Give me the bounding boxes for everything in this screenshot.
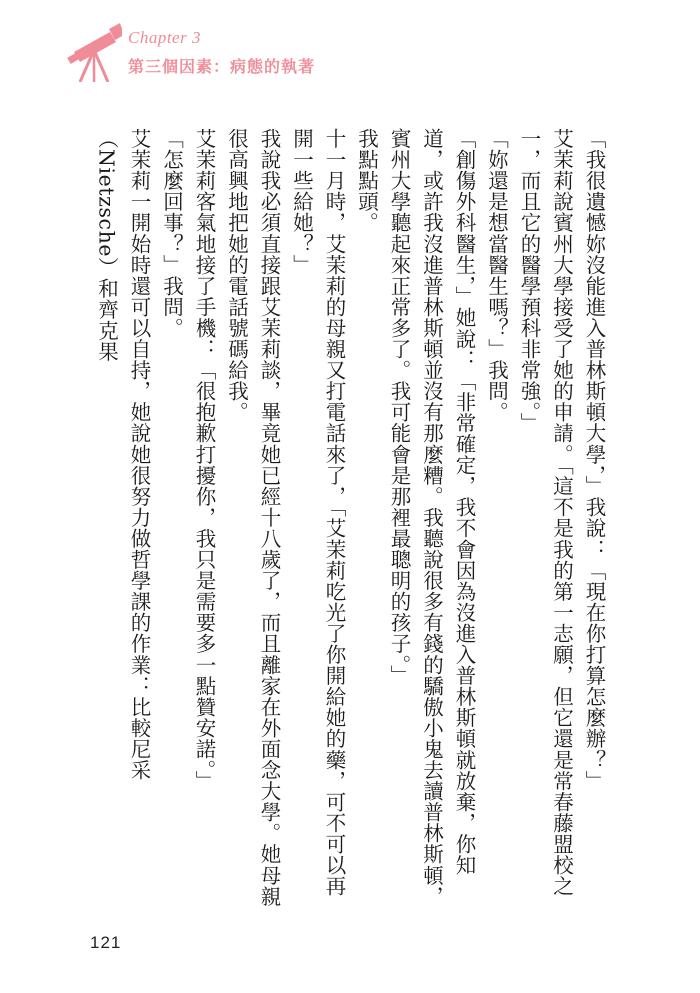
page-number: 121	[90, 933, 122, 952]
paragraph: 「創傷外科醫生，」她說：「非常確定，我不會因為沒進入普林斯頓就放棄，你知道，或許我沒進普林斯頓並沒有那麼糟。我聽說很多有錢的驕傲小鬼去讀普林斯頓，賓州大學聽起來正常多了。我可能會是那裡最聰明的孩子。」	[387, 128, 476, 907]
paragraph: 我說我必須直接跟艾茉莉談，畢竟她已經十八歲了，而且離家在外面念大學。她母親很高興地把她的電話號碼給我。	[224, 128, 281, 907]
body-text	[90, 128, 610, 908]
paragraph: 「怎麼回事？」我問。	[159, 128, 184, 339]
paragraph: 「我很遺憾妳沒能進入普林斯頓大學，」我說：「現在你打算怎麼辦？」	[582, 128, 606, 792]
paragraph: 艾茉莉客氣地接了手機：「很抱歉打擾你，我只是需要多一點贊安諾。」	[192, 128, 216, 792]
paragraph: 「妳還是想當醫生嗎？」我問。	[484, 128, 509, 423]
paragraph: 艾茉莉一開始時還可以自持，她說她很努力做哲學課的作業：比較尼采（Nietzsche）和齊克果	[94, 128, 151, 781]
paragraph: 我點點頭。	[354, 128, 379, 234]
paragraph: 艾茉莉說賓州大學接受了她的申請。「這不是我的第一志願，但它還是常春藤盟校之一，而且它的醫學預科非常強。」	[517, 128, 574, 897]
chapter-label: Chapter 3	[128, 28, 201, 47]
paragraph: 十一月時，艾茉莉的母親又打電話來了，「艾茉莉吃光了你開給她的藥，可不可以再開一些給她？」	[289, 128, 346, 897]
chapter-title: 第三個因素：病態的執著	[128, 57, 316, 76]
chapter-header	[0, 0, 700, 90]
telescope-icon	[66, 22, 122, 82]
